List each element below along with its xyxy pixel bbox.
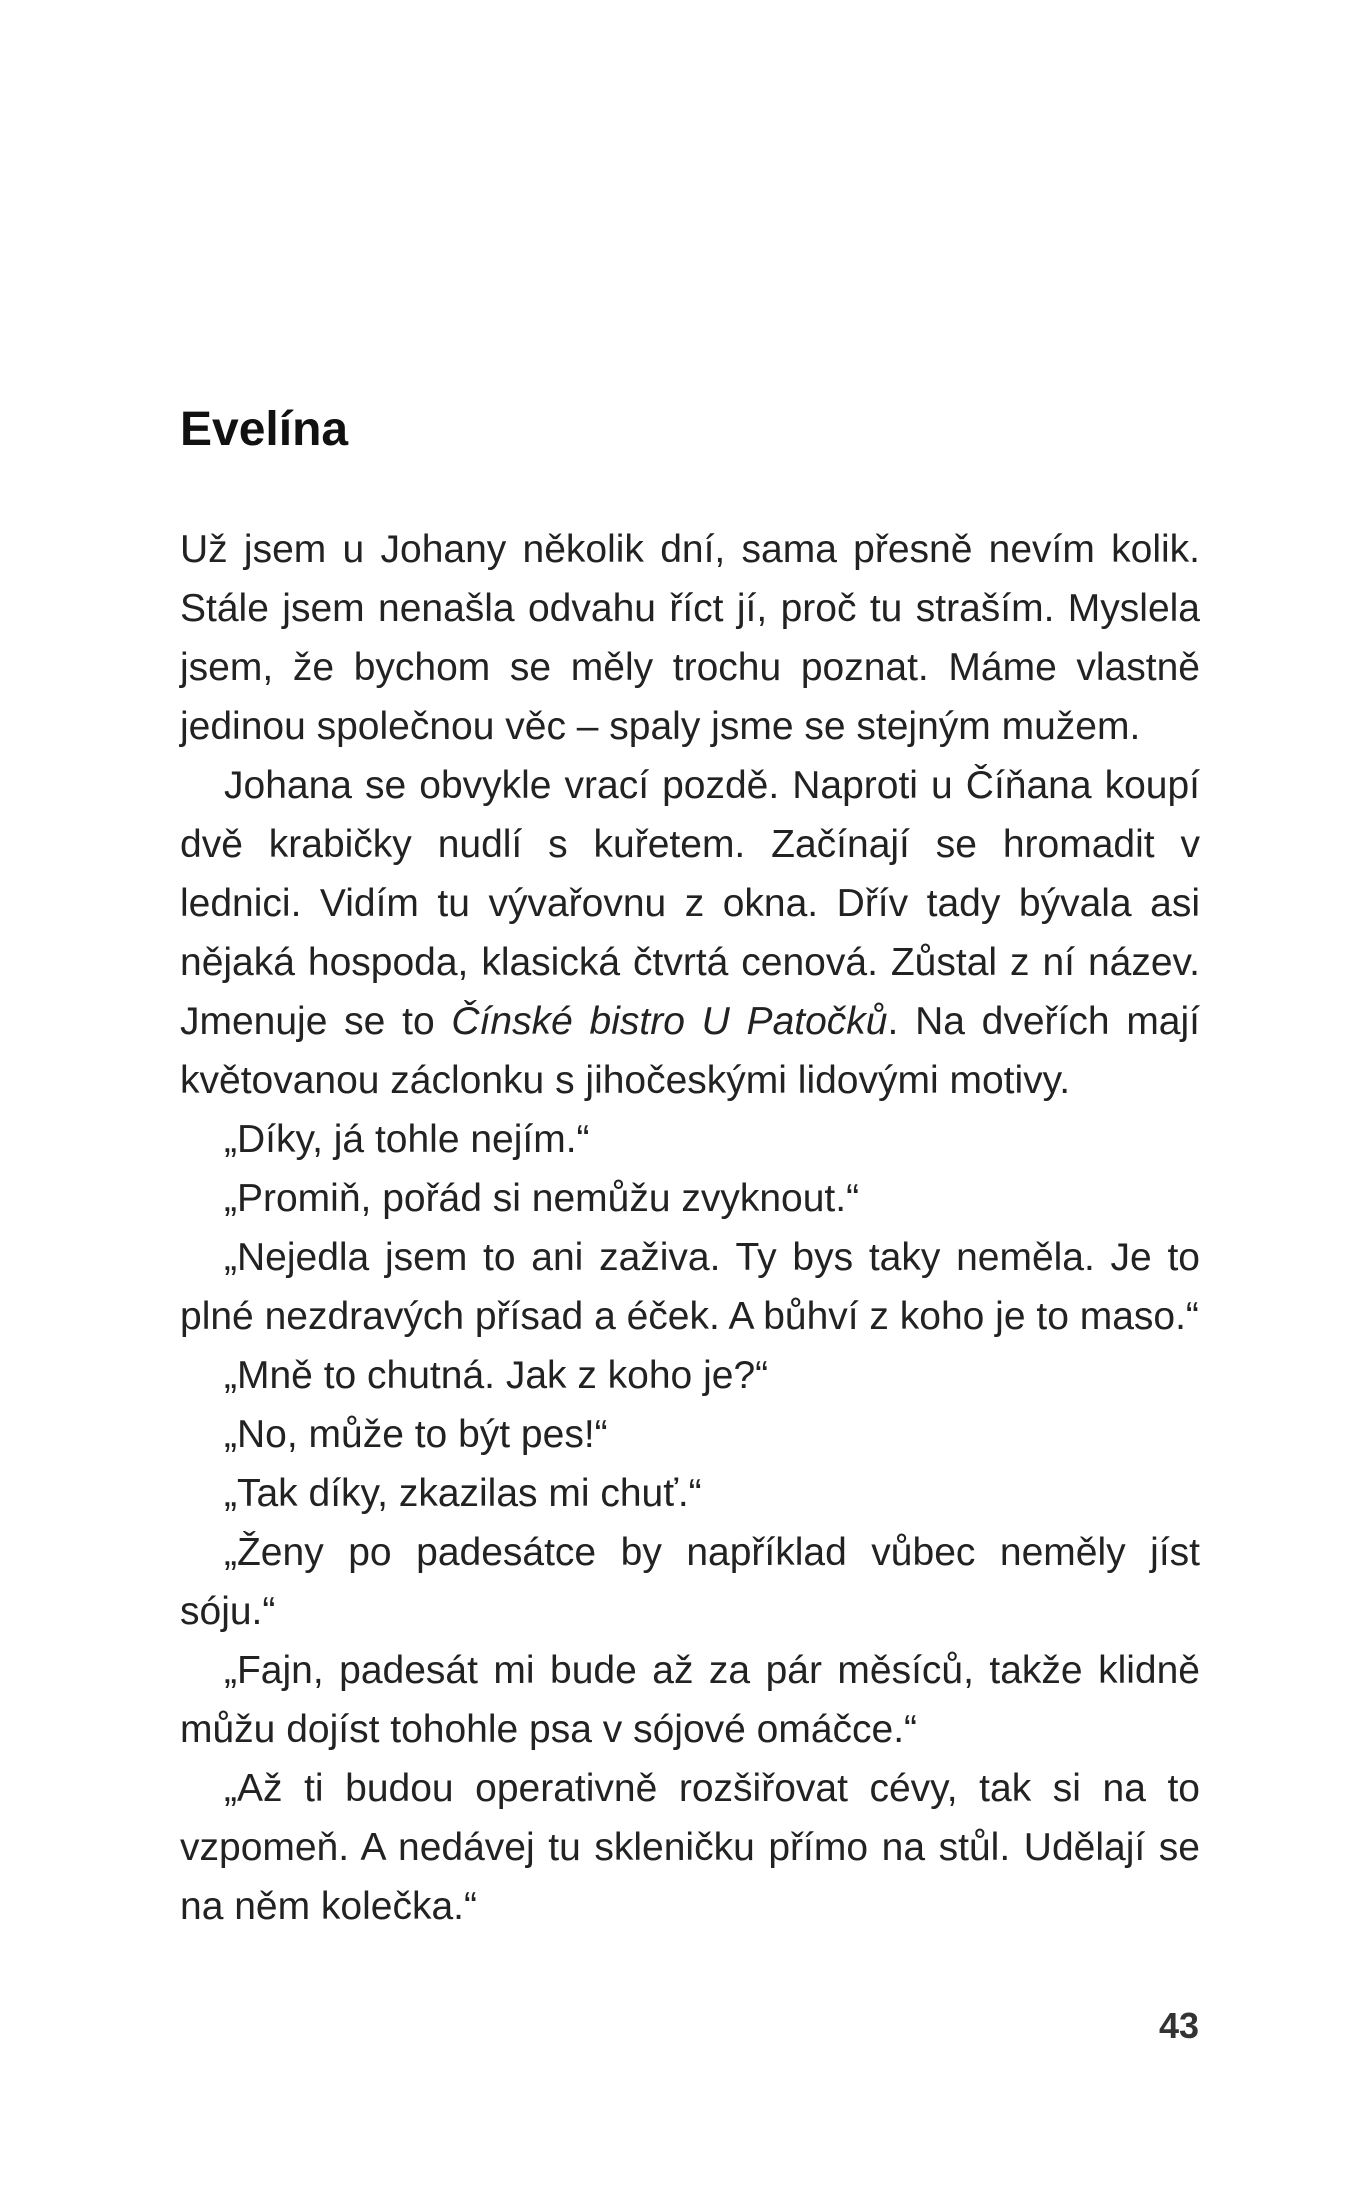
paragraph-1: Už jsem u Johany několik dní, sama přesně nevím kolik. Stále jsem nenašla odvahu říct jí, proč tu straším. Myslela jsem, že bychom se měly trochu poznat. Máme vlastně jedinou společnou věc – spaly jsme se stejným mužem. xyxy=(180,528,1200,748)
dialogue-line: „Ženy po padesátce by například vůbec neměly jíst sóju.“ xyxy=(180,1531,1200,1633)
dialogue-line: „Promiň, pořád si nemůžu zvyknout.“ xyxy=(224,1177,860,1220)
dialogue-line: „Až ti budou operativně rozšiřovat cévy, tak si na to vzpomeň. A nedávej tu skleničku přímo na stůl. Udělají se na něm kolečka.“ xyxy=(180,1767,1200,1928)
dialogue-line: „Díky, já tohle nejím.“ xyxy=(224,1118,590,1161)
paragraph-2 xyxy=(180,756,1200,1110)
paragraph-2-text-before: Johana se obvykle vrací pozdě. Naproti u Číňana koupí dvě krabičky nudlí s kuřetem. Začínají se hromadit v lednici. Vidím tu vývařovnu z okna. Dřív tady bývala asi nějaká hospoda, klasická čtvrtá cenová. Zůstal z ní název. Jmenuje se to xyxy=(180,764,1200,1043)
dialogue-line: „Nejedla jsem to ani zaživa. Ty bys taky neměla. Je to plné nezdravých přísad a éček. A bůhví z koho je to maso.“ xyxy=(180,1236,1200,1338)
chapter-title: Evelína xyxy=(180,403,349,456)
dialogue-line: „Mně to chutná. Jak z koho je?“ xyxy=(224,1354,769,1397)
dialogue-line: „No, může to být pes!“ xyxy=(224,1413,608,1456)
paragraph-2-text-after: . Na dveřích mají květovanou záclonku s jihočeskými lidovými motivy. xyxy=(180,1000,1200,1102)
dialogue-line: „Tak díky, zkazilas mi chuť.“ xyxy=(224,1472,702,1515)
restaurant-name: Čínské bistro U Patočků xyxy=(451,1000,888,1043)
page-number: 43 xyxy=(1158,2005,1199,2046)
dialogue-line: „Fajn, padesát mi bude až za pár měsíců, takže klidně můžu dojíst tohohle psa v sójové omáčce.“ xyxy=(180,1649,1200,1751)
body-text xyxy=(180,520,1200,1936)
